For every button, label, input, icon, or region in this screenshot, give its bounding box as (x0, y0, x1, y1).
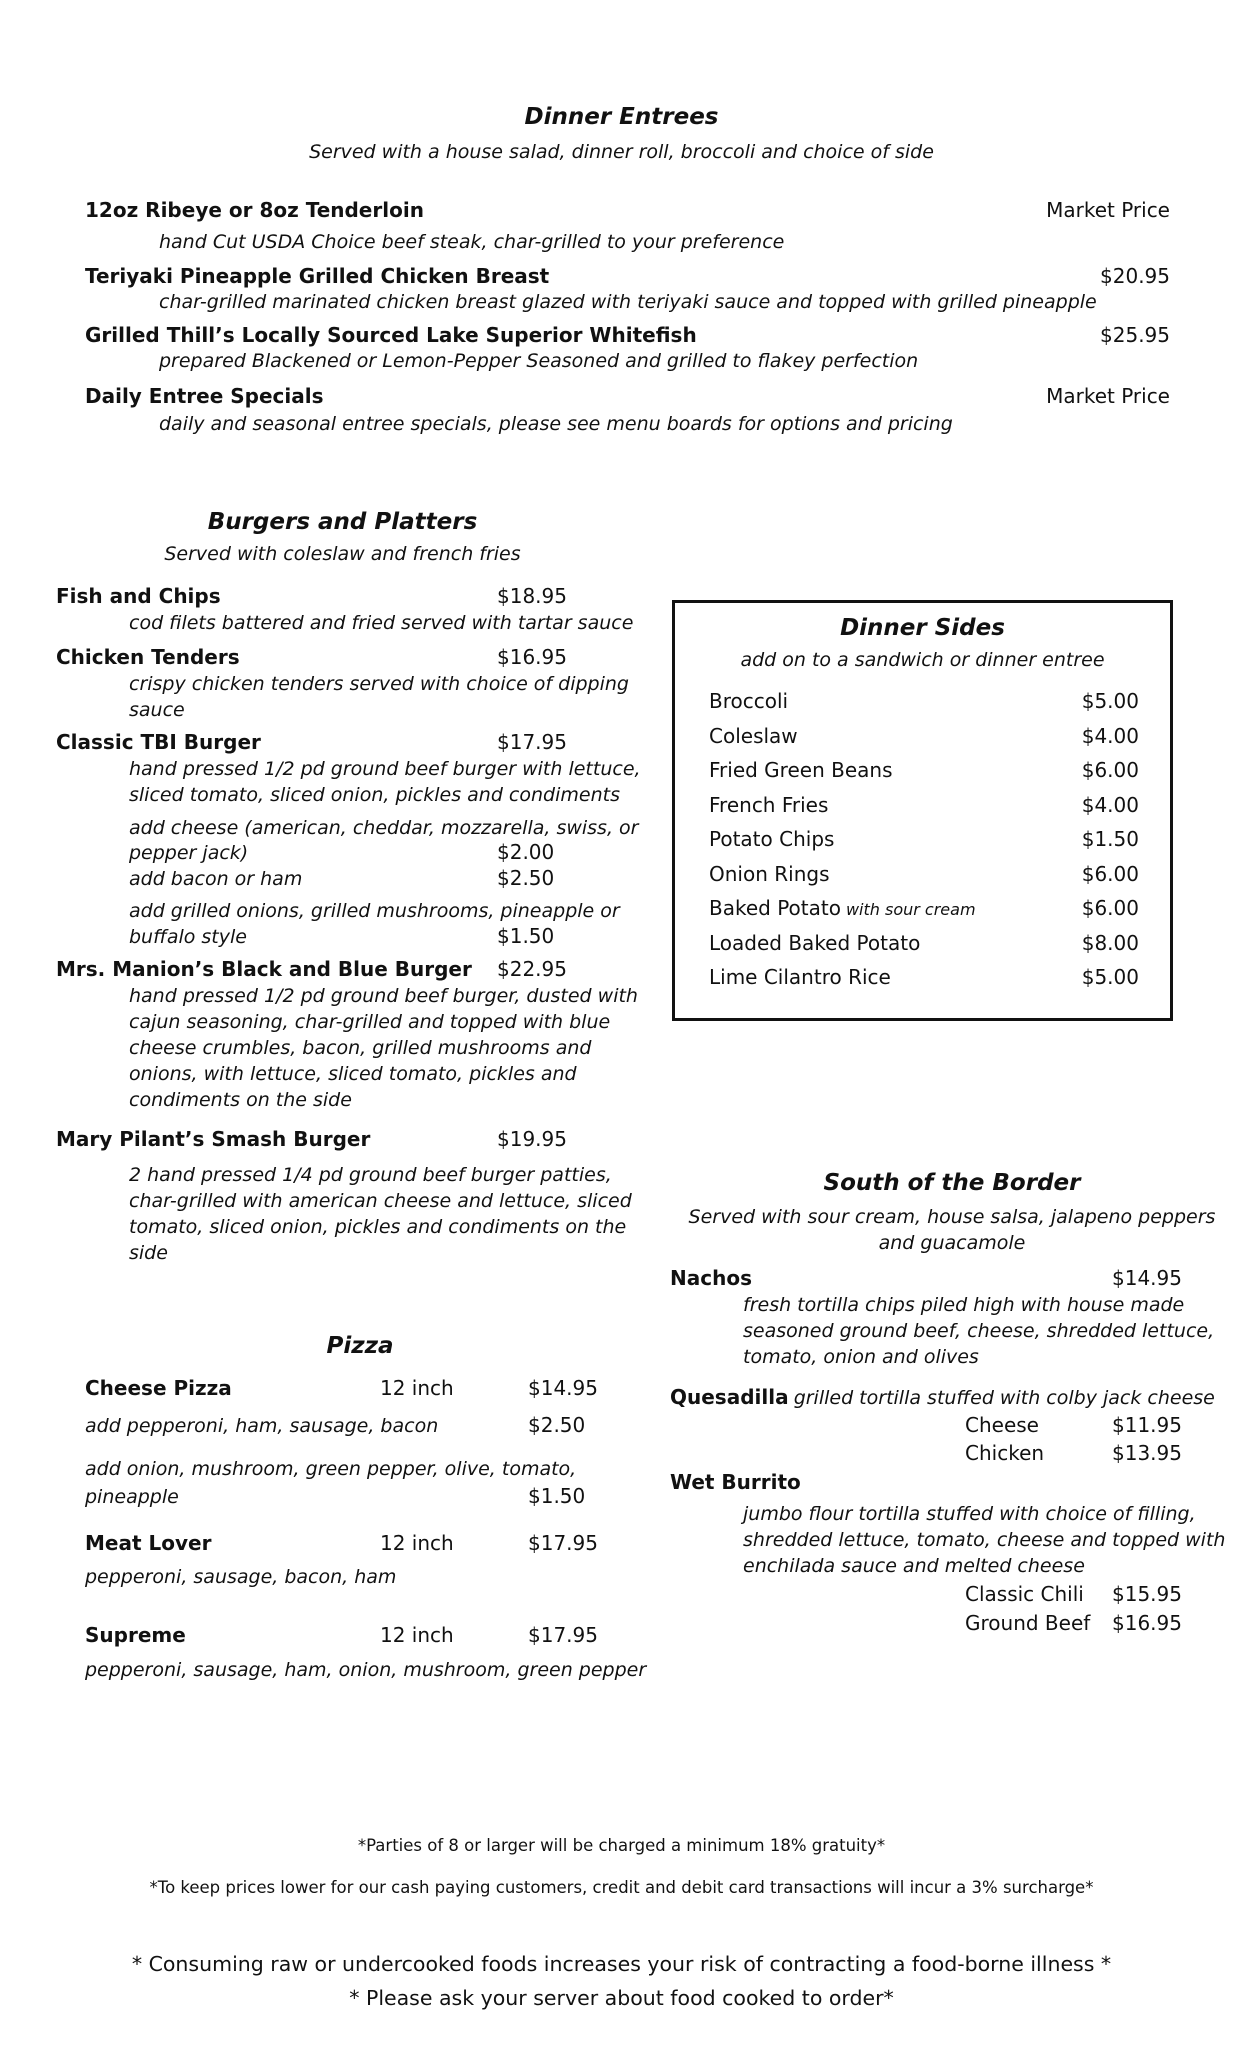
side-item (709, 931, 1139, 961)
tbi-burger-price: $17.95 (497, 730, 567, 754)
entree-desc: char-grilled marinated chicken breast glazed with teriyaki sauce and topped with grilled pineapple (159, 291, 1097, 313)
pilant-burger-name: Mary Pilant’s Smash Burger (56, 1127, 371, 1151)
supreme-name: Supreme (85, 1623, 186, 1647)
chicken-tenders-price: $16.95 (497, 645, 567, 669)
south-subtitle: and guacamole (878, 1232, 1026, 1254)
manion-burger-desc: cheese crumbles, bacon, grilled mushrooms and (129, 1037, 592, 1059)
quesadilla-option-price: $13.95 (1112, 1441, 1182, 1465)
nachos-desc: seasoned ground beef, cheese, shredded lettuce, (743, 1320, 1215, 1342)
entree-desc: daily and seasonal entree specials, please see menu boards for options and pricing (159, 413, 953, 435)
tbi-addon-cheese-price: $2.00 (497, 840, 555, 864)
meat-lover-price: $17.95 (528, 1531, 598, 1555)
wet-burrito-option: Ground Beef (965, 1611, 1091, 1635)
south-title: South of the Border (823, 1170, 1081, 1196)
fish-chips-desc: cod filets battered and fried served with tartar sauce (129, 612, 634, 634)
supreme-desc: pepperoni, sausage, ham, onion, mushroom, green pepper (85, 1659, 647, 1681)
side-item-note: with sour cream (845, 900, 976, 919)
entree-price: $20.95 (1100, 264, 1170, 288)
side-item (709, 724, 1139, 754)
pilant-burger-price: $19.95 (497, 1127, 567, 1151)
side-item-name: Onion Rings (709, 861, 830, 886)
tbi-addon-onions: buffalo style (129, 926, 247, 948)
quesadilla-option: Cheese (965, 1413, 1039, 1437)
side-item (709, 862, 1139, 892)
side-item-name: Potato Chips (709, 827, 835, 851)
wet-burrito-desc: enchilada sauce and melted cheese (743, 1555, 1085, 1577)
cheese-pizza-size: 12 inch (380, 1376, 454, 1400)
side-item-name: Loaded Baked Potato (709, 930, 921, 955)
wet-burrito-name: Wet Burrito (670, 1470, 801, 1494)
meat-lover-desc: pepperoni, sausage, bacon, ham (85, 1566, 397, 1588)
wet-burrito-desc: jumbo flour tortilla stuffed with choice of filling, (743, 1503, 1196, 1525)
nachos-desc: fresh tortilla chips piled high with house made (743, 1294, 1185, 1316)
tbi-addon-cheese: add cheese (american, cheddar, mozzarella, swiss, or (129, 817, 639, 839)
cheese-pizza-price: $14.95 (528, 1376, 598, 1400)
entree-name: 12oz Ribeye or 8oz Tenderloin (85, 198, 424, 222)
dinner-sides-box (672, 600, 1173, 1021)
side-item-name: Broccoli (709, 689, 789, 713)
manion-burger-name: Mrs. Manion’s Black and Blue Burger (56, 957, 472, 981)
quesadilla-option-price: $11.95 (1112, 1413, 1182, 1437)
pizza-addon-veggies: add onion, mushroom, green pepper, olive, tomato, (85, 1458, 577, 1480)
nachos-price: $14.95 (1112, 1266, 1182, 1290)
nachos-name: Nachos (670, 1266, 752, 1290)
side-item-name: French Fries (709, 792, 829, 817)
dinner-entrees-subtitle: Served with a house salad, dinner roll, broccoli and choice of side (309, 141, 934, 163)
tbi-burger-desc: hand pressed 1/2 pd ground beef burger with lettuce, (129, 758, 641, 780)
surcharge-note: *To keep prices lower for our cash paying customers, credit and debit card transactions will incur a 3% surcharge* (149, 1878, 1094, 1897)
chicken-tenders-desc: sauce (129, 699, 185, 721)
raw-food-warning: * Consuming raw or undercooked foods increases your risk of contracting a food-borne illness * (131, 1952, 1112, 1976)
manion-burger-price: $22.95 (497, 957, 567, 981)
gratuity-note: *Parties of 8 or larger will be charged a minimum 18% gratuity* (357, 1836, 886, 1855)
pilant-burger-desc: 2 hand pressed 1/4 pd ground beef burger patties, (129, 1164, 612, 1186)
side-item (709, 896, 1139, 926)
side-item-price: $5.00 (1081, 965, 1139, 989)
quesadilla-row (670, 1385, 1215, 1411)
side-item (709, 758, 1139, 788)
dinner-entrees-title: Dinner Entrees (524, 104, 719, 130)
fish-chips-name: Fish and Chips (56, 584, 221, 608)
tbi-addon-onions: add grilled onions, grilled mushrooms, pineapple or (129, 900, 620, 922)
manion-burger-desc: condiments on the side (129, 1089, 352, 1111)
chicken-tenders-name: Chicken Tenders (56, 645, 240, 669)
burgers-title: Burgers and Platters (207, 509, 478, 535)
tbi-burger-name: Classic TBI Burger (56, 730, 261, 754)
side-item-price: $1.50 (1081, 827, 1139, 851)
quesadilla-option: Chicken (965, 1441, 1045, 1465)
fish-chips-price: $18.95 (497, 584, 567, 608)
side-item-price: $6.00 (1081, 758, 1139, 782)
south-subtitle: Served with sour cream, house salsa, jalapeno peppers (688, 1206, 1216, 1228)
tbi-burger-desc: sliced tomato, sliced onion, pickles and condiments (129, 784, 620, 806)
entree-price: Market Price (1046, 198, 1170, 222)
burgers-subtitle: Served with coleslaw and french fries (164, 543, 521, 565)
wet-burrito-desc: shredded lettuce, tomato, cheese and topped with (743, 1529, 1226, 1551)
side-item-price: $4.00 (1081, 792, 1139, 817)
entree-name: Grilled Thill’s Locally Sourced Lake Superior Whitefish (85, 323, 697, 347)
manion-burger-desc: hand pressed 1/2 pd ground beef burger, dusted with (129, 985, 638, 1007)
nachos-desc: tomato, onion and olives (743, 1346, 979, 1368)
quesadilla-name: Quesadilla (670, 1385, 789, 1409)
side-item-price: $6.00 (1081, 861, 1139, 886)
side-item (709, 793, 1139, 823)
meat-lover-size: 12 inch (380, 1531, 454, 1555)
pilant-burger-desc: side (129, 1242, 168, 1264)
pizza-addon-veggies: pineapple (85, 1486, 179, 1508)
side-item-price: $5.00 (1081, 689, 1139, 713)
side-item-name: Baked Potato (709, 896, 841, 920)
manion-burger-desc: onions, with lettuce, sliced tomato, pickles and (129, 1063, 577, 1085)
cooked-to-order-note: * Please ask your server about food cooked to order* (349, 1986, 894, 2010)
wet-burrito-option-price: $15.95 (1112, 1582, 1182, 1606)
chicken-tenders-desc: crispy chicken tenders served with choice of dipping (129, 673, 629, 695)
side-item-name: Coleslaw (709, 723, 798, 748)
tbi-addon-bacon: add bacon or ham (129, 868, 303, 890)
entree-desc: prepared Blackened or Lemon-Pepper Seasoned and grilled to flakey perfection (159, 350, 919, 372)
supreme-price: $17.95 (528, 1623, 598, 1647)
entree-price: $25.95 (1100, 323, 1170, 347)
entree-desc: hand Cut USDA Choice beef steak, char-grilled to your preference (159, 231, 785, 253)
tbi-addon-cheese: pepper jack) (129, 842, 249, 864)
wet-burrito-option: Classic Chili (965, 1582, 1084, 1606)
dinner-sides-title: Dinner Sides (840, 615, 1005, 641)
meat-lover-name: Meat Lover (85, 1531, 212, 1555)
wet-burrito-option-price: $16.95 (1112, 1611, 1182, 1635)
pizza-addon-meats: add pepperoni, ham, sausage, bacon (85, 1415, 439, 1437)
side-item-price: $8.00 (1081, 930, 1139, 955)
pilant-burger-desc: char-grilled with american cheese and lettuce, sliced (129, 1190, 632, 1212)
quesadilla-desc: grilled tortilla stuffed with colby jack cheese (793, 1387, 1215, 1409)
pilant-burger-desc: tomato, sliced onion, pickles and condiments on the (129, 1216, 627, 1238)
side-item-name: Fried Green Beans (709, 758, 893, 782)
tbi-addon-bacon-price: $2.50 (497, 866, 555, 890)
entree-name: Teriyaki Pineapple Grilled Chicken Breast (85, 264, 550, 288)
dinner-sides-subtitle: add on to a sandwich or dinner entree (740, 649, 1105, 671)
entree-price: Market Price (1046, 384, 1170, 408)
side-item-price: $6.00 (1081, 896, 1139, 920)
side-item-name: Lime Cilantro Rice (709, 965, 891, 989)
entree-name: Daily Entree Specials (85, 384, 324, 408)
supreme-size: 12 inch (380, 1623, 454, 1647)
side-item (709, 689, 1139, 719)
side-item (709, 827, 1139, 857)
tbi-addon-onions-price: $1.50 (497, 924, 555, 948)
pizza-title: Pizza (326, 1333, 394, 1359)
side-item (709, 965, 1139, 995)
side-item-price: $4.00 (1081, 723, 1139, 748)
cheese-pizza-name: Cheese Pizza (85, 1376, 232, 1400)
pizza-addon-veggies-price: $1.50 (528, 1484, 586, 1508)
pizza-addon-meats-price: $2.50 (528, 1413, 586, 1437)
manion-burger-desc: cajun seasoning, char-grilled and topped with blue (129, 1011, 611, 1033)
